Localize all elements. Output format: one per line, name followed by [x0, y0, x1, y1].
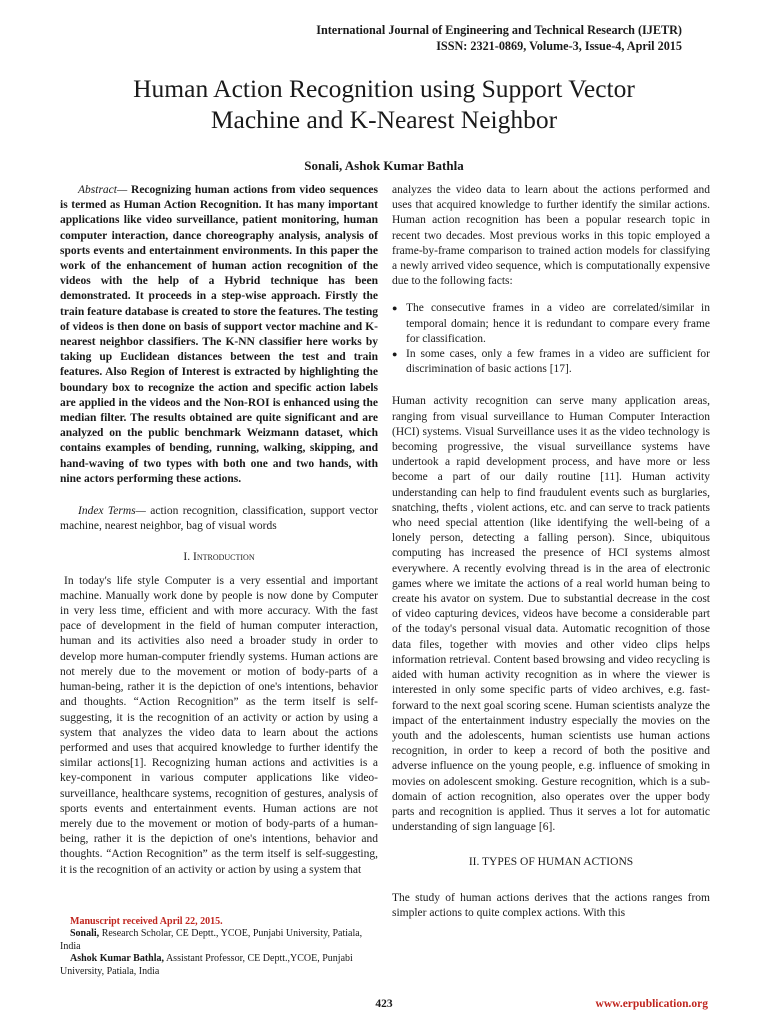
- bullet-item-2: [392, 347, 710, 377]
- paper-title: [60, 73, 708, 135]
- footnote-author-2-name: Ashok Kumar Bathla,: [70, 953, 165, 965]
- right-paragraph-1: analyzes the video data to learn about the actions performed and uses that acquired knowledge to further identify the similar actions. Human action recognition has been a popular research topic in recent two decades. Most previous works in this topic employed a frame-by-frame comparison to trained action models for classifying a newly arrived video sequence, which is computationally expensive due to the following facts:: [392, 184, 710, 288]
- bullet-item-1: [392, 301, 710, 347]
- bullet-text-1: The consecutive frames in a video are correlated/similar in temporal domain; hence it is redundant to compare every frame for classification.: [406, 302, 710, 345]
- section-first-letter: I: [192, 551, 197, 564]
- index-terms-text: action recognition, classification, support vector machine, nearest neighbor, bag of visual words: [60, 505, 378, 533]
- bullet-text-2: In some cases, only a few frames in a video are sufficient for discrimination of basic actions [17].: [406, 348, 710, 376]
- footnote-author-1-text: Research Scholar, CE Deptt., YCOE, Punjabi University, Patiala, India: [60, 928, 363, 952]
- footnote-author-2-text: Assistant Professor, CE Deptt.,YCOE, Punjabi University, Patiala, India: [60, 953, 353, 977]
- authors: Sonali, Ashok Kumar Bathla: [304, 158, 464, 173]
- footnotes: [60, 916, 378, 979]
- page-number: 423: [375, 998, 393, 1010]
- bullet-icon: ●: [392, 349, 398, 360]
- left-column: [60, 183, 378, 978]
- bullet-icon: ●: [392, 303, 398, 314]
- title-line-1: Human Action Recognition using Support Vector: [133, 74, 635, 103]
- abstract-text: Recognizing human actions from video sequences is termed as Human Action Recognition. It has many important applications like video surveillance, patient monitoring, human computer interaction, dance choreography analysis, analysis of sports events and entertainment environments. In this paper the work of the enhancement of human action recognition of the videos with the help of a Hybrid technique has been demonstrated. It proceeds in a step-wise approach. Firstly the train feature database is created to store the features. The testing of videos is then done on basis of support vector machine and K-nearest neighbor classifiers. The K-NN classifier here works by taking up Euclidean distances between the test and train features. Also Region of Interest is extracted by highlighting the boundary box to recognize the action and specific action labels are applied in the videos and the Non-ROI is enhanced using the median filter. The results obtained are quite significant and are analyzed on the public benchmark Weizmann dataset, which contains examples of bending, running, walking, skipping, and hand-waving of two types with both one and two hands, with nine actors performing these actions.: [60, 184, 379, 485]
- introduction-text: In today's life style Computer is a very essential and important machine. Manually work done by people is now done by Computer in very less time, efficient and with more accuracy. With the fast pace of development in the field of human computer interaction, human and its activities also need a broader study in order to develop more human-computer friendly systems. Human actions are not merely due to the movement or motion of body-parts of a human-being, rather it is the depiction of one's intentions, behavior and thoughts. “Action Recognition” as the term itself is self-suggesting, it is the recognition of an activity or action by using a system that analyzes the video data to learn about the actions performed and uses that acquired knowledge to further identify the similar actions[1]. Recognizing human actions and activities is a key-component in various computer applications like video-surveillance, healthcare systems, recognition of gestures, analysis of sports events and entertainment events. Human actions are not merely due to the movement or motion of body-parts of a human-being, rather it is the depiction of one's intentions, behavior and thoughts. “Action Recognition” as the term itself is self-suggesting, it is the recognition of an activity or action by using a system that: [60, 574, 378, 876]
- abstract: [60, 183, 378, 487]
- section-rest: ntroduction: [196, 551, 255, 564]
- journal-issn: ISSN: 2321-0869, Volume-3, Issue-4, April 2015: [436, 39, 682, 53]
- index-terms-label: Index Terms—: [78, 505, 146, 518]
- manuscript-received: Manuscript received April 22, 2015.: [70, 915, 223, 927]
- section-heading-introduction: [60, 550, 378, 565]
- footnote-author-2: [60, 953, 378, 978]
- title-line-2: Machine and K-Nearest Neighbor: [210, 105, 558, 134]
- index-terms: [60, 504, 378, 534]
- right-column: [392, 183, 710, 921]
- footnote-author-1: [60, 928, 378, 953]
- right-paragraph-3: The study of human actions derives that the actions ranges from simpler actions to quite complex actions. With this: [392, 891, 710, 919]
- section-heading-types: II. TYPES OF HUMAN ACTIONS: [468, 856, 634, 869]
- section-numeral: I.: [183, 551, 191, 564]
- right-paragraph-2: Human activity recognition can serve many application areas, ranging from visual surveillance to Human Computer Interaction (HCI) systems. Visual Surveillance uses it as the video technology is becoming progressive, the visual surveillance systems have undertook a rapid development process, and have more or less become a part of our daily routine [11]. Human activity understanding can help to find fraudulent events such as burglaries, snatching, thefts , violent actions, etc. and can serve to track patients who need special attention (like identifying the well-being of a lonely person, detecting a falling person). Since, ubiquitous computing has increased the presence of HCI systems almost everywhere. A recently evolving thread is in the area of electronic games where we imitate the actions of a real world human being to create his avator on system. Due to substantial decrease in the cost of video capturing devices, videos have become a considerable part of the today's personal visual data. Automatic recognition of those data files, together with movies and other video clips helps information retrieval. Content based browsing and video recycling is aided with human activity recognition as in where the viewer is interested in only some specific parts of video archives, e.g. fast-forward to the next goal scoring scene. Human scientists analyze the impact of the entertainment industry especially the movies on the youth and the adolescents, human scientists use human actions recognition, in order to keep a record of both the positive and adverse influence on the young people, e.g. influence of smoking in movies on adolescent smoking. Gesture recognition, which is a sub-domain of action recognition, also operates over the upper body parts and recognition is applied. Thus it serves a lot for automatic understanding of sign language [6].: [392, 395, 710, 834]
- abstract-label: Abstract—: [78, 184, 128, 196]
- footnote-author-1-name: Sonali,: [70, 928, 100, 940]
- site-url[interactable]: www.erpublication.org: [595, 998, 708, 1010]
- journal-name: International Journal of Engineering and Technical Research (IJETR): [316, 23, 682, 37]
